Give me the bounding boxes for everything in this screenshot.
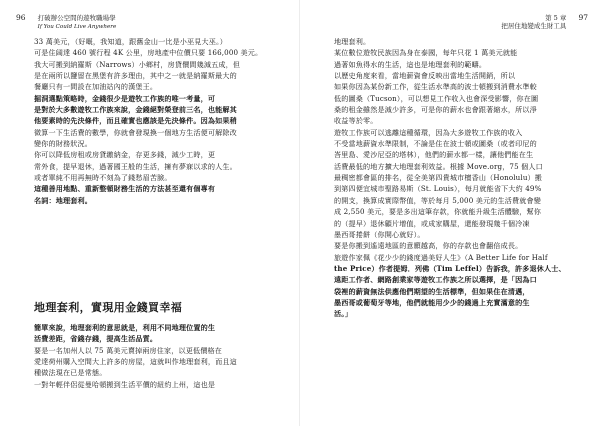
right-body-text — [334, 36, 566, 320]
right-page-number: 97 — [578, 13, 588, 22]
text-line: 33 萬美元，（好嘅，我知道，跟舊金山一比是小巫見大巫。） — [34, 37, 227, 46]
text-line: 低的圖桑（Tucson），可以想見工作收入也會深受影響，你在圖 — [334, 93, 539, 103]
text-line: 變你的財務狀況。 — [34, 139, 92, 149]
text-line: 遠距工作者、網路創業家等遊牧工作族之所以選擇，是「因為口 — [334, 275, 537, 285]
text-line: 墨西哥捲餅（你開心就好）。 — [334, 229, 425, 239]
text-line: 遊牧工作族可以逃離這種循環，因為大多遊牧工作族的收入 — [334, 127, 523, 137]
text-line: 到第四便宜城市聖路易斯（St. Louis），每月就能省下大約 49% — [334, 184, 542, 194]
text-line: 以歷史角度來看，當地薪資會反映出當地生活開銷，所以 — [334, 71, 516, 81]
text-line: 桑的租金雖然是減少許多，可是你的薪水也會跟著縮水，所以淨 — [334, 105, 537, 115]
text-line: 活費最低的地方擴大地理套利效益。根據 Move.org，75 個人口 — [334, 161, 543, 171]
text-line: 常外食，提早退休，過著國王般的生活，擁有夢寐以求的人生。 — [34, 161, 237, 171]
text-line: 要是你搬到遙遠地區的意願越高，你的存款也會翻倍成長。 — [334, 241, 523, 251]
text-line: 這種善用地點、重新整頓財務生活的方法甚至還有個專有 — [34, 184, 216, 194]
left-running-subtitle: If You Could Live Anywhere — [37, 24, 117, 30]
left-section-text — [34, 322, 237, 390]
text-line: 簡單來說，地理套利的意思就是，利用不同地理位置的生 — [34, 323, 216, 332]
text-line: 的開支，換算成實際幣值，等於每月 5,000 美元的生活費就會變 — [334, 195, 541, 205]
text-line: 某位數位遊牧民族因為身在泰國，每年只花 1 萬美元就能 — [334, 48, 518, 58]
text-line: 成 2,550 美元，要是多出這筆存款，你就能升級生活體驗，幫你 — [334, 207, 541, 217]
text-line: 愛達荷州購入空間大上許多的房屋，這就叫作地理套利，而且這 — [34, 357, 237, 367]
right-page — [300, 0, 600, 426]
text-line: 墨西哥或葡萄牙等地，他們就能用少少的錢過上充實滿意的生 — [334, 297, 530, 307]
text-line: 掘洞選點策略時，金錢很少是遊牧工作族的唯一考量，可 — [34, 93, 216, 103]
text-line: 微算一下生活費的數學，你就會發現換一個地方生活便可解除改 — [34, 127, 237, 137]
text-line: 可是住阔達 460 號行程 4K 公里，房地產中位價只要 166,000 美元。 — [34, 48, 263, 58]
text-line: 你可以降低房租或房貸繳納金，存更多錢，減少工時，更 — [34, 150, 216, 160]
text-line: 活費差距，省錢存錢，提高生活品質。 — [34, 334, 158, 344]
text-line: 他要素時的先決條件，而且確實也應該是先決條件。因為如果稍 — [34, 116, 237, 126]
left-running-title: 打破辦公空間的遊牧職場學 — [37, 14, 116, 22]
text-line: 是對於大多數遊牧工作族來說，金錢絕對榮登前三名，也能解其 — [34, 105, 237, 115]
text-line: 一對年輕伴侶從曼哈頓搬到生活平價的紐約上州，這也是 — [34, 379, 216, 389]
text-line: 峇里島、愛沙尼亞的塔林），他們的薪水都一樣，讓他們能在生 — [334, 150, 534, 160]
text-line: 收益等於零。 — [334, 116, 378, 126]
text-line: 活。」 — [334, 309, 353, 319]
chapter-title: 把居住地變成生財工具 — [501, 22, 567, 30]
text-line: the Price）作者提姆．列佛（Tim Leffel）告訴我，許多退休人士、 — [334, 263, 566, 273]
text-line: 名詞：地理套利。 — [34, 195, 92, 205]
text-line: 最稠密都會區的排名，從全美第四貴城市檀香山（Honolulu）搬 — [334, 173, 543, 183]
text-line: 要是一名加州人以 75 萬美元賣掉兩房住家，以更低價格在 — [34, 345, 222, 355]
section-heading: 地理套利，實現用金錢買幸福 — [34, 301, 183, 314]
text-line: 餐廳只有一間設在加油站內的漢堡王。 — [34, 82, 158, 92]
chapter-label: 第 5 章 — [545, 14, 567, 22]
text-line: 種做法現在已是常態。 — [34, 368, 107, 378]
left-page-number: 96 — [16, 13, 26, 22]
text-line: 或者單純不用再無時不刻為了錢愁眉苦臉。 — [34, 173, 172, 183]
text-line: 如果你因為某份新工作，從生活水準高的波士頓搬到消費水準較 — [334, 82, 537, 92]
text-line: 地理套利。 — [334, 37, 371, 46]
text-line: 過著如魚得水的生活，這也是地理套利的範疇。 — [334, 59, 487, 69]
text-line: 旅遊作家佩《花少少的錢度過美好人生》（A Better Life for Half — [334, 252, 548, 262]
text-line: 不受當地薪資水準限制，不論是住在波士頓或圖桑（或者印尼的 — [334, 139, 537, 149]
right-page-header — [501, 14, 588, 30]
text-line: 的（提早）退休顧片增值，或成家購屋，還能發現幾千個冷凍 — [334, 218, 530, 228]
text-line: 袋裡的薪資無法供應他們期望的生活標準，但如果住在清邁， — [334, 286, 530, 296]
text-line: 我大可搬到納羅斯（Narrows）小鄉村，房貸價間幾減五成，但 — [34, 59, 241, 69]
left-page-header — [16, 14, 116, 31]
text-line: 是在兩所以鹽留在黑堡有許多理由，其中之一就是納羅斯最大的 — [34, 71, 237, 81]
left-body-text — [34, 36, 262, 206]
